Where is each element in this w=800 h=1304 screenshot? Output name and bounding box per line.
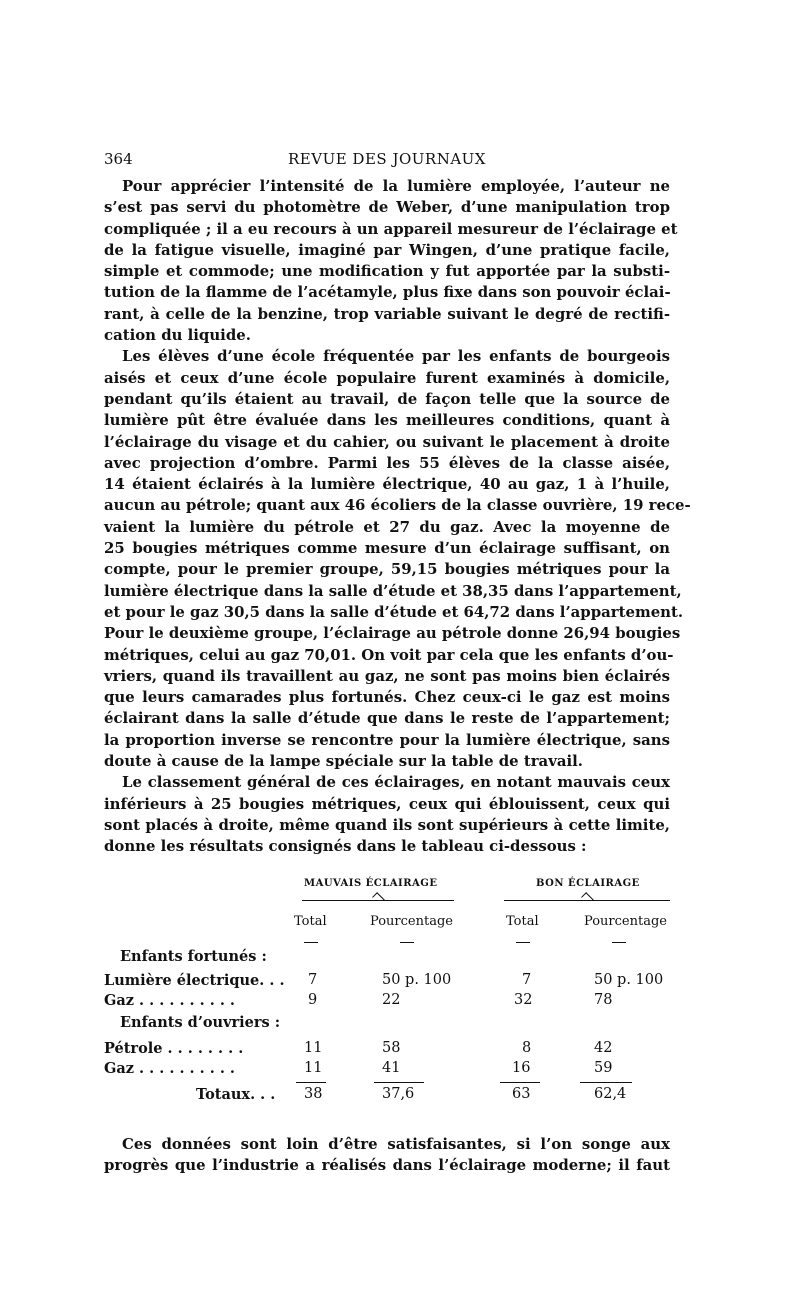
text-line: doute à cause de la lampe spéciale sur la table de travail. xyxy=(104,752,583,771)
text-line: 14 étaient éclairés à la lumière électrique, 40 au gaz, 1 à l’huile, xyxy=(104,475,670,494)
text-line: s’est pas servi du photomètre de Weber, d’une manipulation trop xyxy=(104,198,670,217)
cell: 32 xyxy=(514,991,533,1008)
text-line: Le classement général de ces éclairages, en notant mauvais ceux xyxy=(122,773,670,792)
text-line: la proportion inverse se rencontre pour la lumière électrique, sans xyxy=(104,730,670,749)
brace-bad xyxy=(302,900,454,909)
text-line: compte, pour le premier groupe, 59,15 bougies métriques pour la xyxy=(104,560,670,579)
brace-good xyxy=(504,900,670,909)
cell: 16 xyxy=(512,1059,531,1076)
cell: 59 xyxy=(594,1059,613,1076)
book-page xyxy=(104,150,691,1176)
text-line: avec projection d’ombre. Parmi les 55 élèves de la classe aisée, xyxy=(104,453,670,472)
group-header-good: BON ÉCLAIRAGE xyxy=(536,877,640,889)
text-line: cation du liquide. xyxy=(104,326,251,345)
text-line: de la fatigue visuelle, imaginé par Wingen, d’une pratique facile, xyxy=(104,240,670,259)
total-cell: 38 xyxy=(304,1085,323,1102)
text-line: aucun au pétrole; quant aux 46 écoliers de la classe ouvrière, 19 rece- xyxy=(104,496,691,515)
cell: 9 xyxy=(308,991,318,1008)
text-line: Les élèves d’une école fréquentée par les enfants de bourgeois xyxy=(122,347,670,366)
column-header: Total xyxy=(294,913,327,929)
text-line: lumière pût être évaluée dans les meilleures conditions, quant à xyxy=(104,411,670,430)
text-line: éclairant dans la salle d’étude que dans le reste de l’appartement; xyxy=(104,709,670,728)
header-dash xyxy=(612,942,626,944)
cell: 58 xyxy=(382,1039,401,1056)
header-dash xyxy=(400,942,414,944)
total-cell: 62,4 xyxy=(594,1085,627,1102)
cell: 11 xyxy=(304,1039,323,1056)
row-label: Pétrole . . . . . . . . xyxy=(104,1039,244,1057)
header-dash xyxy=(516,942,530,944)
sum-rule xyxy=(374,1082,424,1083)
running-title: REVUE DES JOURNAUX xyxy=(288,150,486,168)
sum-rule xyxy=(500,1082,540,1083)
text-line: pendant qu’ils étaient au travail, de façon telle que la source de xyxy=(104,389,670,408)
paragraph xyxy=(104,1134,670,1177)
row-label: Gaz . . . . . . . . . . xyxy=(104,1059,235,1077)
page-header xyxy=(104,150,670,176)
column-header: Total xyxy=(506,913,539,929)
text-line: aisés et ceux d’une école populaire furent examinés à domicile, xyxy=(104,368,670,387)
text-line: vaient la lumière du pétrole et 27 du gaz. Avec la moyenne de xyxy=(104,517,670,536)
text-line: l’éclairage du visage et du cahier, ou suivant le placement à droite xyxy=(104,432,670,451)
closing-paragraph xyxy=(104,1134,670,1177)
text-line: progrès que l’industrie a réalisés dans l’éclairage moderne; il faut xyxy=(104,1155,670,1174)
total-cell: 63 xyxy=(512,1085,531,1102)
column-header: Pourcentage xyxy=(370,913,453,929)
article-body xyxy=(104,176,691,858)
text-line: Pour le deuxième groupe, l’éclairage au pétrole donne 26,94 bougies xyxy=(104,624,681,643)
section-heading: Enfants d’ouvriers : xyxy=(120,1013,281,1031)
paragraph xyxy=(104,772,670,857)
text-line: simple et commode; une modification y fut apportée par la substi- xyxy=(104,262,670,281)
cell: 50 p. 100 xyxy=(594,971,664,988)
text-line: Pour apprécier l’intensité de la lumière employée, l’auteur ne xyxy=(122,177,670,195)
text-line: que leurs camarades plus fortunés. Chez ceux-ci le gaz est moins xyxy=(104,688,670,707)
text-line: et pour le gaz 30,5 dans la salle d’étude et 64,72 dans l’appartement. xyxy=(104,602,684,621)
header-dash xyxy=(304,942,318,944)
text-line: rant, à celle de la benzine, trop variable suivant le degré de rectifi- xyxy=(104,304,670,323)
cell: 50 p. 100 xyxy=(382,971,452,988)
cell: 11 xyxy=(304,1059,323,1076)
cell: 42 xyxy=(594,1039,613,1056)
cell: 7 xyxy=(308,971,318,988)
text-line: lumière électrique dans la salle d’étude et 38,35 dans l’appartement, xyxy=(104,581,682,600)
sum-rule xyxy=(580,1082,632,1083)
total-cell: 37,6 xyxy=(382,1085,415,1102)
cell: 7 xyxy=(522,971,532,988)
cell: 41 xyxy=(382,1059,401,1076)
sum-rule xyxy=(296,1082,326,1083)
text-line: compliquée ; il a eu recours à un appareil mesureur de l’éclairage et xyxy=(104,219,678,238)
section-heading: Enfants fortunés : xyxy=(120,947,267,965)
cell: 22 xyxy=(382,991,401,1008)
cell: 78 xyxy=(594,991,613,1008)
row-label: Lumière électrique. . . xyxy=(104,971,285,989)
totals-label: Totaux. . . xyxy=(196,1085,276,1103)
text-line: tution de la flamme de l’acétamyle, plus fixe dans son pouvoir éclai- xyxy=(104,283,671,302)
text-line: vriers, quand ils travaillent au gaz, ne sont pas moins bien éclairés xyxy=(104,666,670,685)
text-line: sont placés à droite, même quand ils sont supérieurs à cette limite, xyxy=(104,815,670,834)
paragraph xyxy=(104,176,678,346)
text-line: inférieurs à 25 bougies métriques, ceux qui éblouissent, ceux qui xyxy=(104,794,670,813)
group-header-bad: MAUVAIS ÉCLAIRAGE xyxy=(304,877,438,889)
text-line: 25 bougies métriques comme mesure d’un éclairage suffisant, on xyxy=(104,539,670,558)
text-line: Ces données sont loin d’être satisfaisantes, si l’on songe aux xyxy=(122,1134,670,1153)
text-line: donne les résultats consignés dans le tableau ci-dessous : xyxy=(104,837,587,856)
column-header: Pourcentage xyxy=(584,913,667,929)
lighting-table xyxy=(104,878,670,1118)
text-line: métriques, celui au gaz 70,01. On voit par cela que les enfants d’ou- xyxy=(104,645,674,664)
row-label: Gaz . . . . . . . . . . xyxy=(104,991,235,1009)
page-number: 364 xyxy=(104,150,133,168)
paragraph xyxy=(104,346,691,772)
cell: 8 xyxy=(522,1039,532,1056)
